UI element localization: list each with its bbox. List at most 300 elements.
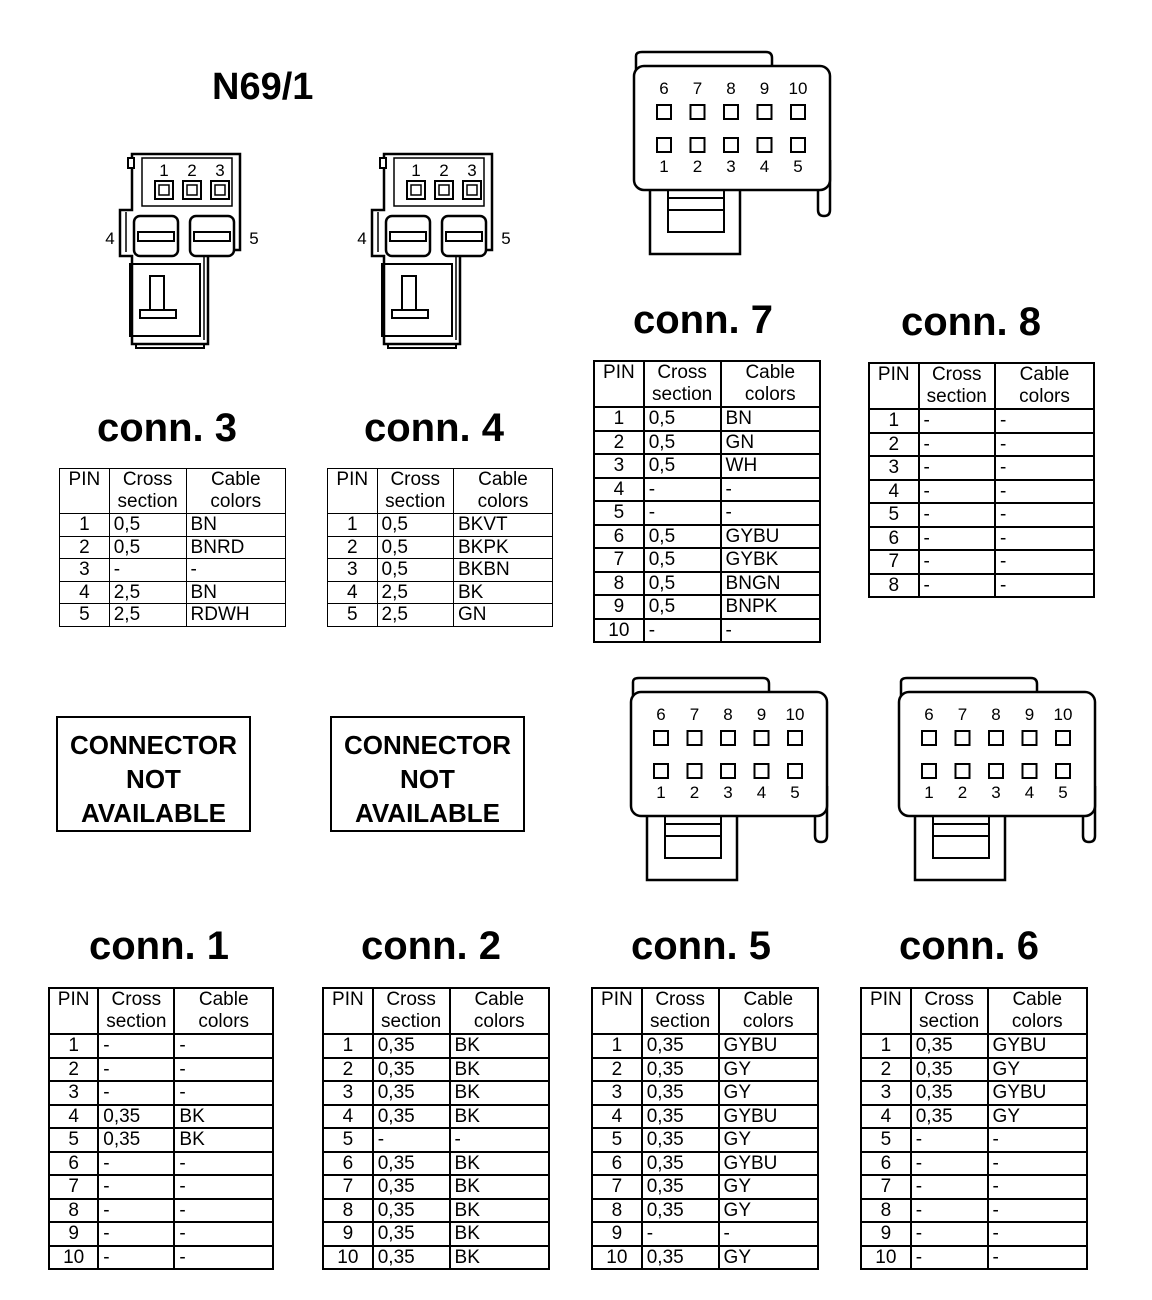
table-row [861,1081,1087,1105]
header-cross-section: Cross section [98,988,174,1034]
pin-number-label: 3 [723,783,733,802]
pin-socket [791,105,805,119]
cross-section-cell: 0,35 [642,1105,719,1129]
table-row [861,1034,1087,1058]
table-row [869,409,1094,433]
cross-section-cell: 0,5 [644,407,721,431]
pin-number-label: 6 [924,705,934,724]
cross-section-cell: - [109,559,186,582]
pin-number-label: 9 [759,79,770,98]
table-row [869,456,1094,480]
cross-section-cell: 0,35 [911,1081,988,1105]
pin-cell: 3 [592,1081,642,1105]
table-row [328,559,553,582]
cable-color-cell: - [719,1222,818,1246]
cross-section-cell: 0,35 [642,1199,719,1223]
cross-section-cell: 0,35 [911,1034,988,1058]
pin-socket [724,105,738,119]
pin-cell: 7 [592,1175,642,1199]
cable-color-cell: - [995,527,1094,551]
conn3-title: conn. 3 [97,406,238,450]
cross-section-cell: 2,5 [377,604,454,627]
cross-section-cell: 0,5 [109,536,186,559]
cross-section-cell: - [919,456,996,480]
table-row [328,536,553,559]
table-row [869,550,1094,574]
power-pin-socket [190,216,234,256]
header-pin: PIN [869,363,919,409]
pin-socket [1056,764,1070,778]
pin-cell: 6 [323,1152,373,1176]
pin-cell: 5 [323,1128,373,1152]
table-row [594,501,820,525]
conn1-title: conn. 1 [89,924,230,968]
header-cross-section: Cross section [919,363,996,409]
table-row [49,1034,273,1058]
cross-section-cell: 0,5 [377,559,454,582]
cross-section-cell: - [911,1175,988,1199]
pin-number-label: 1 [659,157,669,176]
cable-color-cell: GYBU [988,1081,1087,1105]
connector-not-available-box-1 [56,716,251,832]
conn5-table [591,987,819,1270]
connector-latch [128,158,134,168]
header-cable-colors: Cable colors [186,469,285,514]
pin-number-label: 6 [656,705,666,724]
cable-color-cell: GY [719,1081,818,1105]
cable-color-cell: BNPK [721,595,820,619]
pin-socket [721,764,735,778]
pin-socket [657,138,671,152]
table-row [328,514,553,537]
pin-cell: 10 [861,1246,911,1270]
pin-cell: 10 [323,1246,373,1270]
pin-cell: 3 [323,1081,373,1105]
pin-cell: 7 [49,1175,98,1199]
conn6-title: conn. 6 [899,924,1040,968]
table-row [861,1175,1087,1199]
header-cable-colors: Cable colors [454,469,553,514]
cross-section-cell: 0,35 [642,1246,719,1270]
pin-number-label: 4 [1024,783,1035,802]
cable-color-cell: GY [719,1175,818,1199]
cross-section-cell: 0,35 [373,1081,450,1105]
conn8-title: conn. 8 [901,300,1042,344]
table-row [323,1128,549,1152]
cable-color-cell: GYBK [721,548,820,572]
cable-color-cell: GY [988,1058,1087,1082]
cross-section-cell: 0,5 [644,525,721,549]
pin-cell: 2 [869,433,919,457]
pin-cell: 6 [49,1152,98,1176]
pin-cell: 5 [49,1128,98,1152]
cable-color-cell: BNGN [721,572,820,596]
table-header-row [869,363,1094,409]
cross-section-cell: 0,5 [644,595,721,619]
table-row [861,1152,1087,1176]
pin-socket [183,181,201,199]
cable-color-cell: - [450,1128,549,1152]
cross-section-cell: 0,35 [373,1222,450,1246]
table-row [869,574,1094,598]
table-row [861,1105,1087,1129]
cross-section-cell: 0,5 [644,572,721,596]
table-row [328,604,553,627]
cable-color-cell: BK [174,1105,273,1129]
pin-cell: 6 [594,525,644,549]
connector-not-available-box-2 [330,716,525,832]
cable-color-cell: - [174,1058,273,1082]
pin-socket [755,764,769,778]
cable-color-cell: - [995,574,1094,598]
pin-socket [791,138,805,152]
header-cable-colors: Cable colors [721,361,820,407]
cable-color-cell: GYBU [988,1034,1087,1058]
pin-cell: 3 [869,456,919,480]
pin-number-label: 7 [689,705,700,724]
cross-section-cell: 0,35 [373,1175,450,1199]
pin-cell: 2 [594,431,644,455]
cable-color-cell: WH [721,454,820,478]
cross-section-cell: 0,5 [644,431,721,455]
cable-color-cell: GYBU [719,1034,818,1058]
cross-section-cell: 0,5 [377,536,454,559]
pin-cell: 4 [60,581,110,604]
table-header-row [49,988,273,1034]
cable-color-cell: - [186,559,285,582]
cross-section-cell: 0,5 [644,454,721,478]
cable-color-cell: GY [988,1105,1087,1129]
cable-color-cell: BN [186,514,285,537]
cable-color-cell: BK [450,1152,549,1176]
cable-color-cell: - [174,1199,273,1223]
pin-cell: 6 [861,1152,911,1176]
pin-cell: 1 [592,1034,642,1058]
pin-cell: 5 [60,604,110,627]
table-row [594,454,820,478]
cross-section-cell: - [644,619,721,643]
pin-cell: 1 [861,1034,911,1058]
pin-number-label: 3 [467,161,477,180]
pin-number-label: 3 [215,161,225,180]
na-line-3: AVAILABLE [355,798,500,828]
pin-cell: 5 [592,1128,642,1152]
header-cable-colors: Cable colors [988,988,1087,1034]
cable-color-cell: - [174,1152,273,1176]
cable-color-cell: - [721,501,820,525]
table-row [592,1058,818,1082]
cable-color-cell: BN [721,407,820,431]
pin-socket [211,181,229,199]
pin-cell: 7 [861,1175,911,1199]
header-pin: PIN [328,469,378,514]
cross-section-cell: - [919,574,996,598]
pin-socket [989,731,1003,745]
pin-number-label: 2 [957,783,968,802]
cross-section-cell: - [911,1128,988,1152]
cross-section-cell: - [98,1034,174,1058]
pin-cell: 1 [594,407,644,431]
cable-color-cell: - [995,456,1094,480]
pin-cell: 5 [861,1128,911,1152]
conn2-title: conn. 2 [361,924,502,968]
cross-section-cell: - [911,1152,988,1176]
pin-cell: 6 [869,527,919,551]
pin-number-label: 8 [723,705,733,724]
table-row [323,1034,549,1058]
power-pin-socket [134,216,178,256]
table-row [594,595,820,619]
conn2-table [322,987,550,1270]
header-cross-section: Cross section [644,361,721,407]
pin-socket [788,731,802,745]
pin-cell: 1 [328,514,378,537]
cable-color-cell: BK [450,1246,549,1270]
cross-section-cell: - [644,501,721,525]
table-row [49,1246,273,1270]
cross-section-cell: - [373,1128,450,1152]
pin-number-label: 1 [656,783,666,802]
table-row [592,1246,818,1270]
pin-number-label: 5 [790,783,800,802]
na-line-1: CONNECTOR [69,730,238,760]
table-row [861,1246,1087,1270]
cable-color-cell: - [174,1246,273,1270]
table-row [60,559,286,582]
pin-cell: 3 [60,559,110,582]
pin-number-label: 5 [1058,783,1068,802]
pin-cell: 2 [328,536,378,559]
table-header-row [592,988,818,1034]
table-row [49,1175,273,1199]
cable-color-cell: - [995,409,1094,433]
pin-number-label: 4 [357,229,367,248]
small-connector-diagram-left [100,150,270,360]
table-row [594,619,820,643]
pin-cell: 5 [869,503,919,527]
table-row [49,1152,273,1176]
pin-cell: 8 [323,1199,373,1223]
cable-color-cell: BNRD [186,536,285,559]
header-cross-section: Cross section [911,988,988,1034]
table-row [861,1222,1087,1246]
cable-color-cell: BK [450,1199,549,1223]
conn4-table [327,468,553,627]
cross-section-cell: 0,35 [642,1128,719,1152]
pin-socket [724,138,738,152]
na-line-1: CONNECTOR [343,730,512,760]
cable-color-cell: GYBU [719,1152,818,1176]
table-row [328,581,553,604]
conn7-table [593,360,821,643]
cable-color-cell: - [995,433,1094,457]
conn1-table [48,987,274,1270]
cross-section-cell: - [98,1175,174,1199]
cross-section-cell: 2,5 [377,581,454,604]
pin-cell: 8 [594,572,644,596]
table-header-row [323,988,549,1034]
cross-section-cell: 2,5 [109,581,186,604]
pin-cell: 4 [328,581,378,604]
cross-section-cell: 0,5 [644,548,721,572]
pin-socket [1023,731,1037,745]
pin-socket [956,764,970,778]
pin-number-label: 10 [788,79,808,98]
pin-cell: 3 [328,559,378,582]
cross-section-cell: 0,35 [98,1105,174,1129]
pin-cell: 9 [323,1222,373,1246]
header-cable-colors: Cable colors [174,988,273,1034]
table-row [60,581,286,604]
pin-number-label: 8 [726,79,736,98]
cable-color-cell: - [174,1175,273,1199]
cross-section-cell: - [911,1199,988,1223]
header-pin: PIN [861,988,911,1034]
table-row [869,527,1094,551]
power-pin-socket [386,216,430,256]
pin-number-label: 1 [159,161,169,180]
cable-color-cell: GY [719,1246,818,1270]
header-pin: PIN [323,988,373,1034]
cross-section-cell: - [919,409,996,433]
table-row [594,431,820,455]
header-cable-colors: Cable colors [719,988,818,1034]
cross-section-cell: 0,35 [642,1152,719,1176]
cable-color-cell: GN [721,431,820,455]
header-cross-section: Cross section [109,469,186,514]
table-header-row [861,988,1087,1034]
cross-section-cell: 0,5 [109,514,186,537]
table-row [60,604,286,627]
cross-section-cell: 0,35 [642,1175,719,1199]
pin-cell: 4 [49,1105,98,1129]
cable-color-cell: - [995,503,1094,527]
table-row [869,480,1094,504]
table-row [594,407,820,431]
pin-socket [1056,731,1070,745]
cross-section-cell: 0,35 [911,1058,988,1082]
pin-cell: 3 [49,1081,98,1105]
pin-cell: 6 [592,1152,642,1176]
cable-color-cell: GY [719,1128,818,1152]
pin-cell: 9 [592,1222,642,1246]
cross-section-cell: 0,5 [377,514,454,537]
power-pin-socket [442,216,486,256]
table-row [49,1105,273,1129]
na-line-2: NOT [400,764,455,794]
cable-color-cell: - [995,550,1094,574]
pin-cell: 4 [594,478,644,502]
cable-color-cell: BK [450,1222,549,1246]
header-cross-section: Cross section [373,988,450,1034]
table-row [323,1058,549,1082]
cable-color-cell: - [988,1199,1087,1223]
cross-section-cell: - [644,478,721,502]
cross-section-cell: - [98,1152,174,1176]
pin-cell: 1 [323,1034,373,1058]
table-row [49,1222,273,1246]
pin-socket [758,105,772,119]
table-row [594,478,820,502]
conn4-title: conn. 4 [364,406,505,450]
pin-number-label: 9 [756,705,767,724]
cross-section-cell: - [919,433,996,457]
pin-number-label: 5 [249,229,259,248]
header-pin: PIN [49,988,98,1034]
pin-socket [922,731,936,745]
conn3-table [59,468,286,627]
large-connector-diagram-conn7 [628,50,838,260]
cable-color-cell: BK [450,1081,549,1105]
pin-number-label: 7 [692,79,703,98]
pin-socket [989,764,1003,778]
cross-section-cell: - [98,1199,174,1223]
table-row [49,1081,273,1105]
pin-cell: 7 [869,550,919,574]
cross-section-cell: - [98,1081,174,1105]
pin-number-label: 2 [689,783,700,802]
pin-number-label: 7 [957,705,968,724]
pin-cell: 3 [861,1081,911,1105]
cable-color-cell: GY [719,1199,818,1223]
header-cable-colors: Cable colors [995,363,1094,409]
cable-color-cell: - [988,1222,1087,1246]
pin-cell: 8 [592,1199,642,1223]
pin-cell: 8 [869,574,919,598]
pin-cell: 4 [592,1105,642,1129]
table-row [594,525,820,549]
page-title: N69/1 [212,66,314,108]
pin-cell: 4 [869,480,919,504]
pin-cell: 5 [328,604,378,627]
cross-section-cell: 0,35 [373,1034,450,1058]
cable-color-cell: BK [450,1175,549,1199]
pin-cell: 8 [49,1199,98,1223]
cable-color-cell: BK [450,1058,549,1082]
pin-cell: 9 [861,1222,911,1246]
cross-section-cell: 0,35 [642,1081,719,1105]
pin-number-label: 10 [1053,705,1073,724]
pin-number-label: 4 [105,229,115,248]
pin-cell: 4 [323,1105,373,1129]
pin-number-label: 3 [726,157,736,176]
cable-color-cell: - [988,1246,1087,1270]
cross-section-cell: - [98,1058,174,1082]
cross-section-cell: 0,35 [373,1199,450,1223]
large-connector-diagram-conn6 [893,676,1103,886]
pin-number-label: 8 [991,705,1001,724]
small-connector-diagram-right [352,150,522,360]
table-row [60,514,286,537]
pin-socket [788,764,802,778]
table-row [323,1175,549,1199]
pin-cell: 4 [861,1105,911,1129]
table-row [861,1128,1087,1152]
cross-section-cell: 0,35 [98,1128,174,1152]
cable-color-cell: - [988,1175,1087,1199]
table-row [592,1222,818,1246]
pin-number-label: 2 [692,157,703,176]
cable-color-cell: GYBU [719,1105,818,1129]
cross-section-cell: 0,35 [373,1246,450,1270]
pin-cell: 1 [869,409,919,433]
large-connector-diagram-conn5 [625,676,835,886]
na-line-3: AVAILABLE [81,798,226,828]
table-row [594,548,820,572]
cable-color-cell: - [721,478,820,502]
connector-latch [380,158,386,168]
pin-cell: 2 [49,1058,98,1082]
